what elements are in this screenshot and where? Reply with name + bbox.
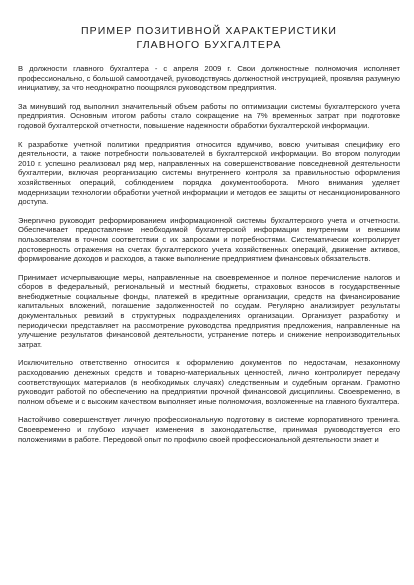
- paragraph-1: В должности главного бухгалтера - с апреля 2009 г. Свои должностные полномочия исполняет профессионально, с большой самоотдачей, руководствуясь должностной инструкцией, проявляя разумную инициативу, за что неоднократно поощрялся руководством предприятия.: [18, 64, 400, 93]
- document-title: ПРИМЕР ПОЗИТИВНОЙ ХАРАКТЕРИСТИКИ ГЛАВНОГО БУХГАЛТЕРА: [80, 25, 337, 51]
- paragraph-7: Настойчиво совершенствует личную профессиональную подготовку в системе корпоративного тренинга. Своевременно и глубоко изучает изменения в законодательстве, принимая руководствуется его положениями в работе. Передовой опыт по профилю своей профессиональной деятельности знает и: [18, 415, 400, 444]
- paragraph-5: Принимает исчерпывающие меры, направленные на своевременное и полное перечисление налогов и сборов в федеральный, региональный и местный бюджеты, страховых взносов в государственные внебюджетные социальные фонды, платежей в кредитные организации, средств на финансирование капитальных вложений, погашение задолженностей по ссудам. Регулярно анализирует результаты документальных ревизий в структурных подразделениях организации. Организует разработку и периодически представляет на рассмотрение руководства предприятия предложения, направленные на улучшение результатов финансовой деятельности, устранение потерь и снижение непроизводительных затрат.: [18, 272, 400, 349]
- paragraph-4: Энергично руководит реформированием информационной системы бухгалтерского учета и отчетности. Обеспечивает предоставление необходимой бухгалтерской информации внутренним и внешним пользователям в точном соответствии с их запросами и потребностями. Систематически контролирует достоверность отражения на счетах бухгалтерского учета хозяйственных операций, движение активов, формирование доходов и расходов, а также выполнение предприятием финансовых обязательств.: [18, 215, 400, 264]
- paragraph-3: К разработке учетной политики предприятия относится вдумчиво, вовсю учитывая специфику его деятельности, а также потребности пользователей в бухгалтерской информации. Во втором полугодии 2010 г. успешно реализовал ряд мер, направленных на совершенствование повседневной деятельности бухгалтерии, включая реорганизацию системы внутреннего контроля за правильностью оформления хозяйственных операций, соблюдением порядка документооборота. Много внимания уделяет модернизации технологии обработки учетной информации и методов ее защиты от несанкционированного доступа.: [18, 139, 400, 207]
- paragraph-2: За минувший год выполнил значительный объем работы по оптимизации системы бухгалтерского учета предприятия. Основным итогом работы стало сокращение на 7% временных затрат при подготовке годовой бухгалтерской отчетности, повышение надежности обработки бухгалтерской информации.: [18, 101, 400, 130]
- paragraph-6: Исключительно ответственно относится к оформлению документов по недостачам, незаконному расходованию денежных средств и товарно-материальных ценностей, лично контролирует передачу соответствующих материалов (в необходимых случаях) следственным и судебным органам. Грамотно руководит работой по обеспечению на предприятии прочной финансовой дисциплины. Своевременно, в полном объеме и с высоким качеством выполняет иные полномочия, возложенные на главного бухгалтера.: [18, 358, 400, 406]
